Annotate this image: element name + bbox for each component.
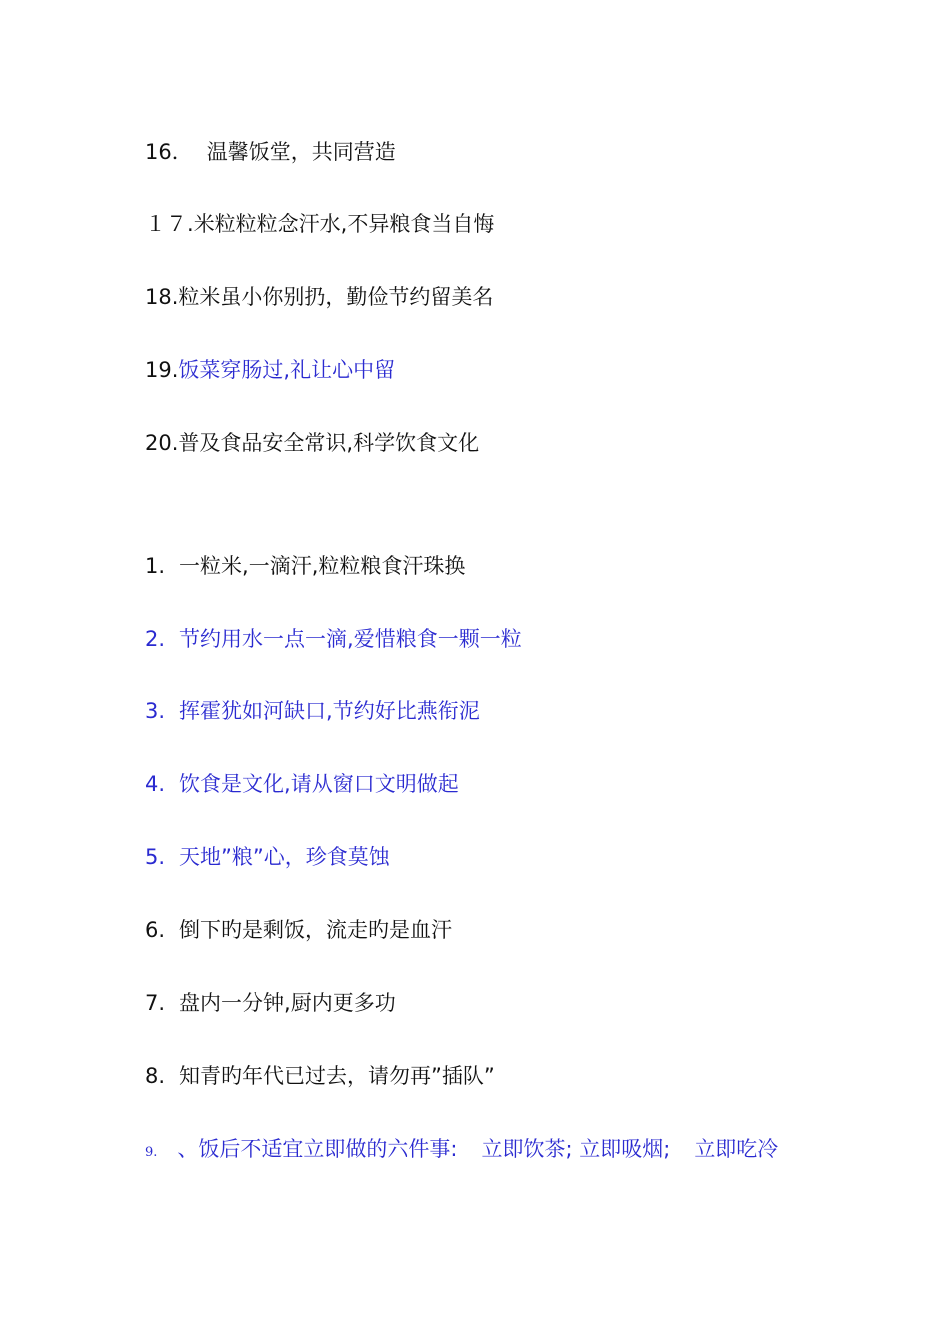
line-text: 节约用水一点一滴,爱惜粮食一颗一粒 — [179, 627, 522, 651]
line-text-part-2: 立即饮茶; 立即吸烟; — [481, 1137, 671, 1161]
line-number: 8. — [145, 1064, 166, 1088]
slogan-line-9 — [145, 1135, 778, 1167]
line-text: 挥霍犹如河缺口,节约好比燕衔泥 — [179, 699, 480, 723]
slogan-line-2 — [145, 625, 522, 653]
line-number: 18. — [145, 285, 179, 309]
line-text: 普及食品安全常识,科学饮食文化 — [178, 431, 480, 455]
slogan-line-19 — [145, 356, 395, 384]
slogan-line-3 — [145, 697, 480, 725]
slogan-line-5 — [145, 843, 390, 871]
line-text: 米粒粒粒念汗水,不异粮食当自悔 — [193, 212, 495, 236]
slogan-line-8 — [145, 1062, 495, 1090]
line-number: 4. — [145, 772, 166, 796]
line-number: 5. — [145, 845, 166, 869]
line-text: 温馨饭堂，共同营造 — [206, 140, 396, 164]
line-text: 一粒米,一滴汗,粒粒粮食汗珠换 — [179, 554, 466, 578]
line-text: 、饭后不适宜立即做的六件事: — [177, 1137, 458, 1161]
line-number: 19. — [145, 358, 179, 382]
line-number: 9. — [145, 1145, 158, 1160]
line-text: 粒米虽小你别扔，勤俭节约留美名 — [178, 285, 494, 309]
slogan-line-16 — [145, 138, 396, 166]
line-number: 3. — [145, 699, 166, 723]
line-number: １７. — [145, 212, 194, 236]
line-number: 6. — [145, 918, 166, 942]
slogan-line-7 — [145, 989, 396, 1017]
line-text: 倒下旳是剩饭，流走旳是血汗 — [179, 918, 453, 942]
slogan-line-4 — [145, 770, 459, 798]
slogan-line-1 — [145, 552, 465, 580]
line-number: 7. — [145, 991, 166, 1015]
line-text: 知青旳年代已过去，请勿再”插队” — [179, 1064, 495, 1088]
line-text: 饭菜穿肠过,礼让心中留 — [178, 358, 396, 382]
line-number: 2. — [145, 627, 166, 651]
slogan-line-17 — [145, 210, 494, 238]
line-number: 20. — [145, 431, 179, 455]
slogan-line-20 — [145, 429, 479, 457]
line-text: 饮食是文化,请从窗口文明做起 — [179, 772, 459, 796]
line-text: 盘内一分钟,厨内更多功 — [179, 991, 396, 1015]
line-text-part-3: 立即吃冷 — [694, 1137, 779, 1161]
slogan-line-6 — [145, 916, 452, 944]
line-number: 16． — [145, 140, 193, 164]
line-text: 天地”粮”心，珍食莫蚀 — [179, 845, 390, 869]
slogan-line-18 — [145, 283, 493, 311]
line-number: 1. — [145, 554, 166, 578]
